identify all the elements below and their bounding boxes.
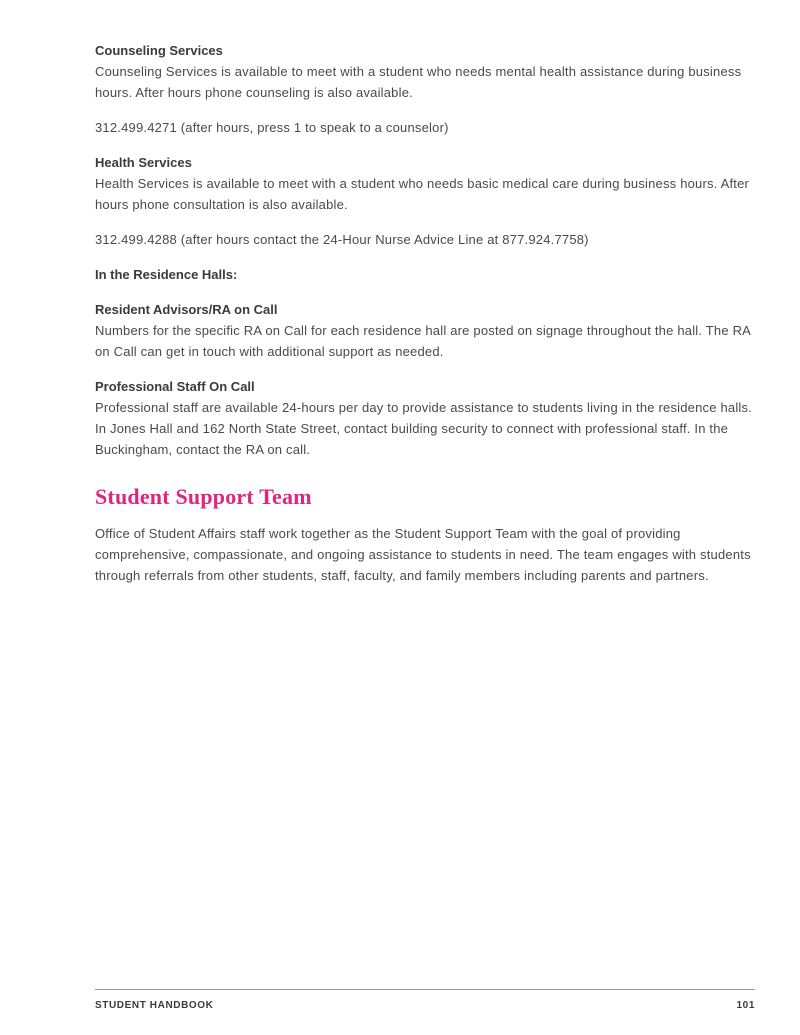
section-heading-residence-halls: In the Residence Halls: — [95, 267, 238, 282]
paragraph-counseling: Counseling Services is available to meet with a student who needs mental health assistance during business hours. After hours phone counseling is also available. — [95, 64, 742, 100]
footer-handbook-label: STUDENT HANDBOOK — [95, 1000, 214, 1011]
phone-counseling: 312.499.4271 (after hours, press 1 to speak to a counselor) — [95, 120, 449, 135]
paragraph-student-support-team: Office of Student Affairs staff work together as the Student Support Team with the goal of providing comprehensive, compassionate, and ongoing assistance to students in need. The team engages with students through referrals from other students, staff, faculty, and family members including parents and partners. — [95, 526, 751, 583]
section-heading-counseling: Counseling Services — [95, 43, 223, 58]
footer-divider — [95, 989, 755, 990]
paragraph-professional-staff: Professional staff are available 24-hours per day to provide assistance to students living in the residence halls. In Jones Hall and 162 North State Street, contact building security to connect with professional staff. In the Buckingham, contact the RA on call. — [95, 400, 753, 457]
section-title-student-support-team: Student Support Team — [95, 484, 312, 509]
section-heading-resident-advisors: Resident Advisors/RA on Call — [95, 302, 278, 317]
phone-health: 312.499.4288 (after hours contact the 24-Hour Nurse Advice Line at 877.924.7758) — [95, 232, 589, 247]
page-content — [95, 40, 755, 586]
paragraph-health: Health Services is available to meet with a student who needs basic medical care during business hours. After hours phone consultation is also available. — [95, 176, 750, 212]
section-heading-health: Health Services — [95, 155, 192, 170]
footer-page-number: 101 — [736, 1000, 755, 1011]
footer-row — [95, 1000, 755, 1011]
page-footer — [95, 989, 755, 1011]
paragraph-resident-advisors: Numbers for the specific RA on Call for each residence hall are posted on signage throughout the hall. The RA on Call can get in touch with additional support as needed. — [95, 323, 751, 359]
section-heading-professional-staff: Professional Staff On Call — [95, 379, 255, 394]
